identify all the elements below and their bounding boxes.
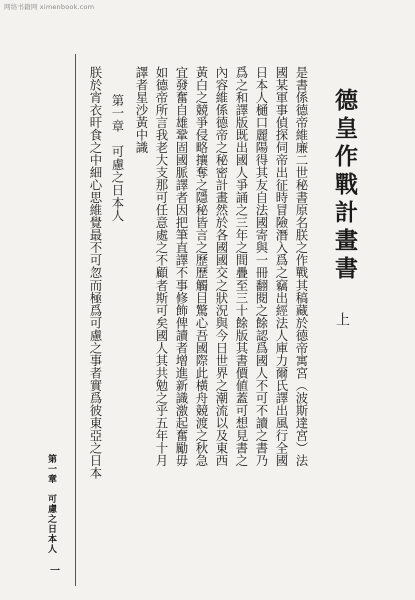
preface-column-6: 黃白之競爭侵略攘奪之隱秘皆言之歷歷觸目驚心吾國際此橫舟競渡之秋急 — [194, 66, 209, 467]
running-head: 第一章 可慮之日本人 — [46, 454, 56, 554]
chapter-body-column-1: 朕於宵衣旰食之中細心思維覺最不可忽而極爲可慮之事者實爲彼東亞之日本 — [88, 66, 103, 480]
margin-rule — [75, 54, 76, 586]
chapter-heading: 第一章 可慮之日本人 — [110, 94, 125, 222]
book-page — [40, 14, 370, 586]
preface-column-1: 是書係德帝維廉二世秘書原名朕之作戰其稿藏於德帝寓宮（波斯達宮）法 — [294, 66, 309, 467]
preface-column-8: 如德帝所言我老大支那可任意處之不顧者斯可矣國人其共勉之乎五年十月 — [154, 66, 169, 467]
preface-column-3: 日本人樋口麗陽得其友自法國寄與一冊翻閱之餘認爲國人不可不讀之書乃 — [254, 66, 269, 467]
page-number: 一 — [50, 566, 60, 577]
preface-column-7: 宜發奮自雄鞏固國脈譯者因把筆直譯不事修飾俾讀者增進新識激起奮勵毋 — [174, 66, 189, 467]
volume-mark: 上 — [334, 312, 350, 326]
translator-signature: 譯者星沙黃中識 — [134, 66, 149, 154]
book-title: 德皇作戰計畫書 — [331, 88, 358, 284]
preface-column-5: 內容維係德帝之秘密計畫然於各國國交之狀況與今日世界之潮流以及東西 — [214, 66, 229, 467]
watermark: 网络书籍网 ximenbook.com — [4, 3, 95, 11]
preface-column-2: 國某軍事偵探伺帝出征時冒險潛入爲之竊出經法人庫力爾氏譯出風行全國 — [274, 66, 289, 467]
preface-column-4: 爲之和譯版既出國人爭誦之三年之間疊至三十餘版其書價値蓋可想見書之 — [234, 66, 249, 467]
